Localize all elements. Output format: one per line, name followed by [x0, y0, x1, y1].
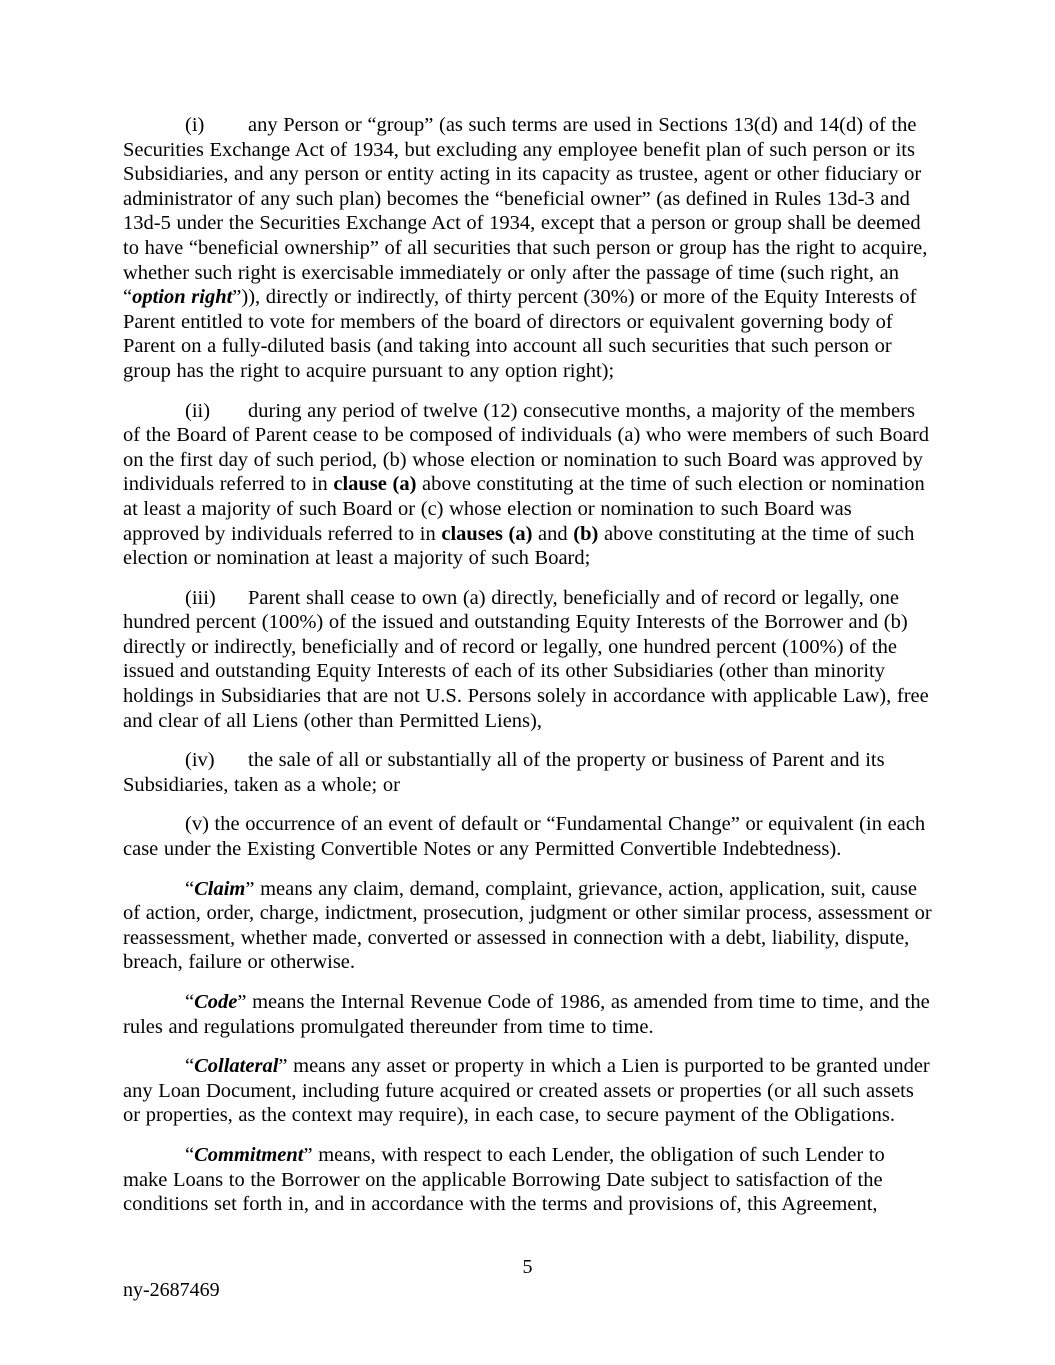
definition-collateral — [123, 1054, 936, 1128]
text-segment: any Person or “group” (as such terms are used in Sections 13(d) and 14(d) of the Securities Exchange Act of 1934, but excluding any employee benefit plan of such person or its Subsidiaries, and any person or entity acting in its capacity as trustee, agent or other fiduciary or administrator of any such plan) becomes the “beneficial owner” (as defined in Rules 13d-3 and 13d-5 under the Securities Exchange Act of 1934, except that a person or group shall be deemed to have “beneficial ownership” of all securities that such person or group has the right to acquire, whether such right is exercisable immediately or only after the passage of time (such right, an “ — [123, 114, 934, 309]
clause-iii — [123, 586, 933, 734]
definition-claim — [123, 877, 938, 975]
text-segment: above constituting at the time of such election or nomination at least a majority of such Board or (c) whose election or nomination to such Board was approved by individuals referred to in — [123, 473, 931, 545]
text-segment: Parent shall cease to own (a) directly, beneficially and of record or legally, one hundred percent (100%) of the issued and outstanding Equity Interests of the Borrower and (b) directly or indirectly, beneficially and of record or legally, one hundred percent (100%) of the issued and outstanding Equity Interests of each of its other Subsidiaries (other than minority holdings in Subsidiaries that are not U.S. Persons solely in accordance with applicable Law), free and clear of all Liens (other than Permitted Liens), — [123, 586, 935, 732]
page-number: 5 — [522, 1256, 533, 1278]
text-segment: option right — [132, 286, 233, 309]
clause-ii — [123, 399, 933, 571]
text-segment: ” means, with respect to each Lender, the obligation of such Lender to make Loans to the Borrower on the applicable Borrowing Date subject to satisfaction of the conditions set forth in, and in accordance with the terms and provisions of, this Agreement, — [123, 1143, 891, 1216]
document-body — [123, 113, 938, 1232]
clause-label: (iii) — [185, 586, 216, 609]
text-segment: Claim — [194, 877, 246, 900]
text-segment: above constituting at the time of such election or nomination at least a majority of such Board; — [123, 522, 921, 570]
clause-v — [123, 812, 933, 861]
text-segment: Commitment — [194, 1143, 304, 1166]
definition-commitment — [123, 1143, 933, 1217]
text-segment: the sale of all or substantially all of the property or business of Parent and its Subsidiaries, taken as a whole; or — [123, 749, 891, 796]
text-segment: clauses (a) — [441, 522, 533, 545]
text-segment: clause (a) — [333, 473, 417, 496]
clause-label: (ii) — [185, 399, 211, 422]
text-segment: (b) — [573, 522, 599, 545]
text-segment: “ — [185, 1143, 195, 1166]
text-segment: “ — [185, 1055, 195, 1078]
text-segment: (v) the occurrence of an event of default or “Fundamental Change” or equivalent (in each case under the Existing Convertible Notes or any Permitted Convertible Indebtedness). — [123, 813, 931, 861]
clause-i — [123, 113, 933, 384]
clause-label: (i) — [185, 114, 205, 136]
text-segment: ”)), directly or indirectly, of thirty percent (30%) or more of the Equity Interests of Parent entitled to vote for members of the board of directors or equivalent governing body of Parent on a fully-diluted basis (and taking into account all such securities that such person or group has the right to acquire pursuant to any option right); — [123, 286, 923, 382]
text-segment: during any period of twelve (12) consecutive months, a majority of the members of the Board of Parent cease to be composed of individuals (a) who were members of such Board on the first day of such period, (b) whose election or nomination to such Board was approved by individuals referred to in — [123, 399, 935, 496]
text-segment: Code — [194, 991, 238, 1013]
text-segment: Collateral — [194, 1055, 279, 1078]
clause-label: (iv) — [185, 749, 215, 772]
text-segment: ” means any claim, demand, complaint, grievance, action, application, suit, cause of action, order, charge, indictment, prosecution, judgment or other similar process, assessment or reassessment, whether made, converted or assessed in connection with a debt, liability, dispute, breach, failure or otherwise. — [123, 877, 938, 974]
text-segment: “ — [185, 991, 195, 1013]
text-segment: and — [532, 522, 574, 545]
definition-code — [123, 990, 936, 1039]
text-segment: ” means the Internal Revenue Code of 1986, as amended from time to time, and the rules and regulations promulgated thereunder from time to time. — [123, 991, 936, 1038]
clause-iv — [123, 748, 933, 797]
text-segment: “ — [185, 877, 195, 900]
document-id-footer: ny-2687469 — [123, 1279, 220, 1301]
text-segment: ” means any asset or property in which a Lien is purported to be granted under any Loan Document, including future acquired or created assets or properties (or all such assets or properties, as the context may require), in each case, to secure payment of the Obligations. — [123, 1055, 936, 1127]
